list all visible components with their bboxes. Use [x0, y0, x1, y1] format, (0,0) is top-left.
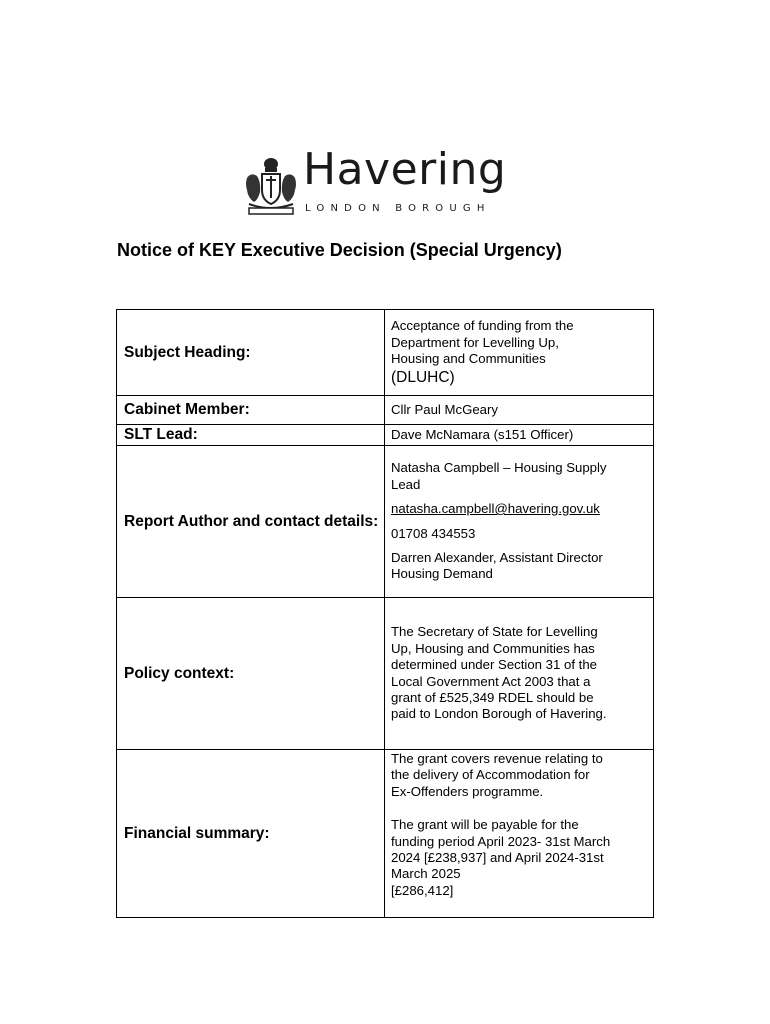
subject-line: Department for Levelling Up,	[391, 334, 559, 350]
author-name-line: Natasha Campbell – Housing Supply	[391, 460, 607, 476]
policy-line: grant of £525,349 RDEL should be	[391, 689, 594, 705]
row-slt-lead	[117, 425, 654, 446]
subject-heading-value	[385, 310, 654, 396]
notice-title: Notice of KEY Executive Decision (Special Urgency)	[117, 240, 562, 260]
subject-heading-label: Subject Heading:	[117, 310, 385, 396]
report-author-value	[385, 446, 654, 598]
cabinet-member-label: Cabinet Member:	[117, 396, 385, 425]
financial-line: funding period April 2023- 31st March	[391, 833, 611, 849]
row-financial-summary	[117, 750, 654, 918]
second-contact-line: Housing Demand	[391, 566, 493, 582]
subject-line: Acceptance of funding from the	[391, 318, 574, 334]
coat-of-arms-icon	[243, 156, 299, 218]
policy-line: The Secretary of State for Levelling	[391, 624, 598, 640]
financial-line: [£286,412]	[391, 882, 454, 898]
financial-line: Ex-Offenders programme.	[391, 783, 544, 799]
row-report-author	[117, 446, 654, 598]
report-author-label: Report Author and contact details:	[117, 446, 385, 598]
financial-line: The grant will be payable for the	[391, 817, 579, 833]
financial-line: the delivery of Accommodation for	[391, 767, 590, 783]
slt-lead-label: SLT Lead:	[117, 425, 385, 446]
row-policy-context	[117, 598, 654, 750]
second-contact-line: Darren Alexander, Assistant Director	[391, 549, 603, 565]
cabinet-member-value: Cllr Paul McGeary	[385, 396, 654, 425]
row-subject-heading	[117, 310, 654, 396]
financial-line: 2024 [£238,937] and April 2024-31st	[391, 850, 604, 866]
decision-table	[116, 309, 654, 918]
row-cabinet-member	[117, 396, 654, 425]
financial-summary-label: Financial summary:	[117, 750, 385, 918]
financial-line: The grant covers revenue relating to	[391, 751, 603, 766]
slt-lead-value: Dave McNamara (s151 Officer)	[385, 425, 654, 446]
author-email-link[interactable]: natasha.campbell@havering.gov.uk	[391, 501, 600, 517]
policy-line: Up, Housing and Communities has	[391, 640, 595, 656]
policy-line: Local Government Act 2003 that a	[391, 673, 591, 689]
subject-line: Housing and Communities	[391, 351, 546, 367]
author-phone: 01708 434553	[391, 525, 476, 541]
policy-context-value	[385, 598, 654, 750]
financial-line: March 2025	[391, 866, 461, 882]
policy-line: paid to London Borough of Havering.	[391, 706, 607, 722]
author-name-line: Lead	[391, 476, 421, 492]
logo-wordmark: Havering	[303, 144, 507, 195]
logo-subtitle: LONDON BOROUGH	[305, 203, 491, 214]
financial-summary-value	[385, 750, 654, 918]
havering-logo	[243, 144, 533, 220]
subject-acronym: (DLUHC)	[391, 368, 455, 386]
policy-context-label: Policy context:	[117, 598, 385, 750]
policy-line: determined under Section 31 of the	[391, 657, 598, 673]
